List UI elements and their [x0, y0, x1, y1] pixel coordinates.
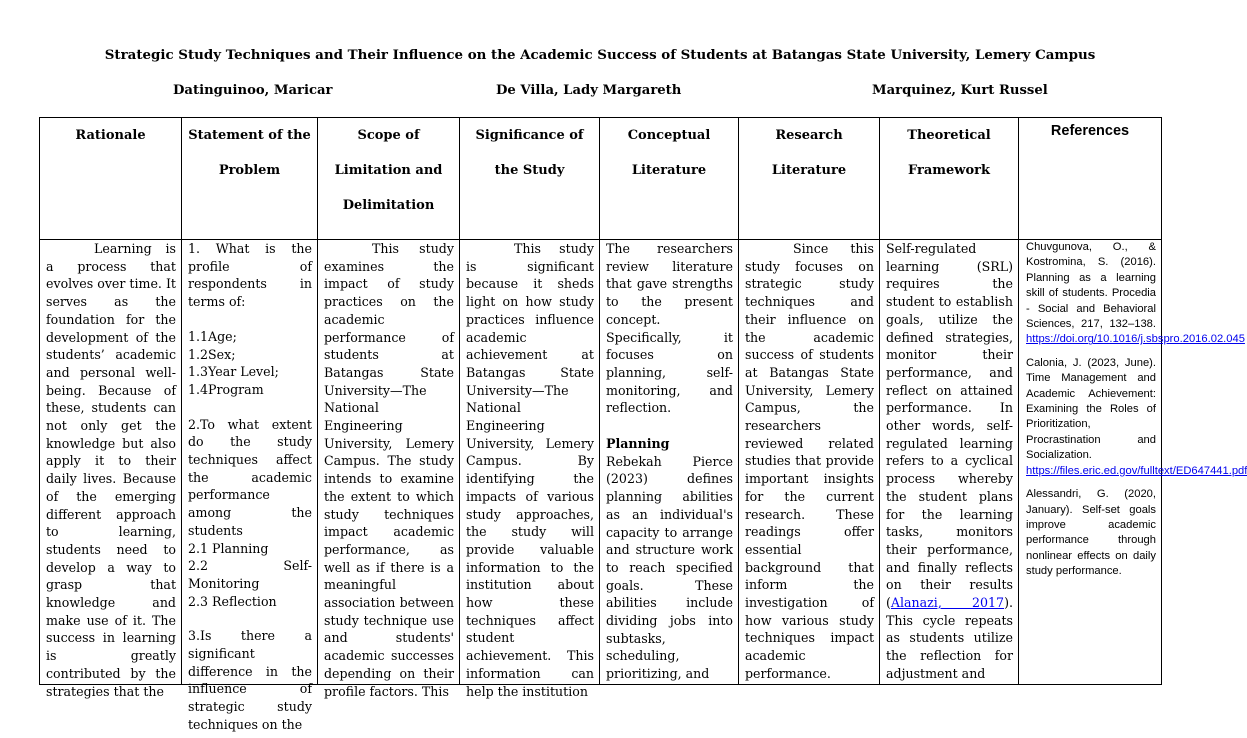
header-conceptual-literature: Conceptual Literature — [600, 118, 739, 240]
research-matrix-table — [39, 117, 1247, 732]
reference-link[interactable]: https://doi.org/10.1016/j.sbspro.2016.02.045 — [1026, 333, 1245, 346]
author-3: Marquinez, Kurt Russel — [872, 83, 1048, 98]
sop-item: 1.4Program — [188, 381, 264, 397]
author-2: De Villa, Lady Margareth — [496, 83, 682, 98]
sop-item: 2.1 Planning — [188, 540, 269, 556]
reference-entry: Calonia, J. (2023, June). Time Management and Academic Achievement: Examining the Roles of Prioritization, Procrastination and Socialization. https://files.eric.ed.gov/fulltext/ED647441.pdf — [1026, 356, 1247, 477]
conceptual-body: Rebekah Pierce (2023) defines planning abilities as an individual's capacity to arrange and structure work to reach specified goals. These abilities include dividing jobs into subtasks, scheduling, prioritizing, and — [606, 453, 733, 682]
header-significance: Significance of the Study — [460, 118, 600, 240]
sop-item: 1.1Age; — [188, 328, 237, 344]
references-cell — [1019, 240, 1247, 685]
citation-link[interactable]: Alanazi, 2017 — [890, 595, 1005, 611]
sop-item: 1.2Sex; — [188, 346, 236, 362]
significance-text: This study is significant because it sheds light on how study practices influence academic achievement at Batangas State University—The National Engineering University, Lemery Campus. By identifying the impacts of various study approaches, the study will provide valuable information to the institution about how these techniques affect student achievement. This information can help the institution — [466, 241, 594, 699]
conceptual-intro: The researchers review literature that gave strengths to the present concept. Specifically, it focuses on planning, self-monitoring, and reflection. — [606, 241, 733, 416]
sop-item: 2.2 Self-Monitoring — [188, 558, 312, 591]
conceptual-cell — [600, 240, 739, 685]
rationale-cell — [40, 240, 182, 699]
scope-text: This study examines the impact of study practices on the academic performance of students at Batangas State University—The National Engineering University, Lemery Campus. The study intends to examine the extent to which study techniques impact academic performance, as well as if there is a meaningful association between study technique use and students' academic successes depending on their profile factors. This — [324, 241, 454, 699]
header-row — [40, 118, 1162, 240]
theory-text: Self-regulated learning (SRL) requires the student to establish goals, utilize the defined strategies, monitor their performance, and reflect on attained performance. In other words, self-regulated learning refers to a cyclical process whereby the student plans for the learning tasks, monitors their performance, and finally reflects on their results (Alanazi, 2017). This cycle repeats as students utilize the reflection for adjustment and — [886, 241, 1013, 681]
sop-question-1: 1. What is the profile of respondents in terms of: — [188, 241, 312, 310]
header-theoretical-framework: Theoretical Framework — [880, 118, 1019, 240]
significance-cell — [460, 240, 600, 699]
header-references: References — [1019, 118, 1162, 240]
scope-cell — [318, 240, 460, 699]
sop-item: 1.3Year Level; — [188, 364, 279, 380]
sop-question-3: 3.Is there a significant difference in the influence of strategic study techniques on the — [188, 628, 312, 732]
research-cell — [739, 240, 880, 685]
reference-link[interactable]: https://files.eric.ed.gov/fulltext/ED647441.pdf — [1026, 464, 1247, 477]
header-research-literature: Research Literature — [739, 118, 880, 240]
header-statement-of-the-problem: Statement of the Problem — [182, 118, 318, 240]
header-scope: Scope of Limitation and Delimitation — [318, 118, 460, 240]
sop-item: 2.3 Reflection — [188, 593, 277, 609]
reference-entry: Alessandri, G. (2020, January). Self-set goals improve academic performance through nonlinear effects on daily study performance. — [1026, 488, 1156, 578]
research-text: Since this study focuses on strategic study techniques and their influence on the academic success of students at Batangas State University, Lemery Campus, the researchers reviewed related studies that provide important insights for the current research. These readings offer essential background that inform the investigation of how various study techniques impact academic performance. — [745, 241, 874, 681]
header-rationale: Rationale — [40, 118, 182, 240]
sop-question-2: 2.To what extent do the study techniques affect the academic performance among the students — [188, 416, 312, 538]
planning-heading: Planning — [606, 436, 670, 452]
document-title: Strategic Study Techniques and Their Influence on the Academic Success of Students at Batangas State University, Lemery Campus — [104, 47, 1096, 63]
theory-cell — [880, 240, 1019, 685]
rationale-text: Learning is a process that evolves over time. It serves as the foundation for the development of the students’ academic and personal well-being. Because of these, students can not only get the knowledge but also apply it to their daily lives. Because of the emerging different approach to learning, students need to develop a way to grasp that knowledge and make use of it. The success in learning is greatly contributed by the strategies that the — [46, 241, 176, 699]
sop-cell — [182, 240, 318, 732]
content-row — [40, 240, 1162, 685]
author-1: Datinguinoo, Maricar — [173, 83, 333, 98]
reference-entry: Chuvgunova, O., & Kostromina, S. (2016). Planning as a learning skill of students. Procedia - Social and Behavioral Sciences, 217, 132–138. https://doi.org/10.1016/j.sbspro.2016.02.045 — [1026, 241, 1245, 346]
